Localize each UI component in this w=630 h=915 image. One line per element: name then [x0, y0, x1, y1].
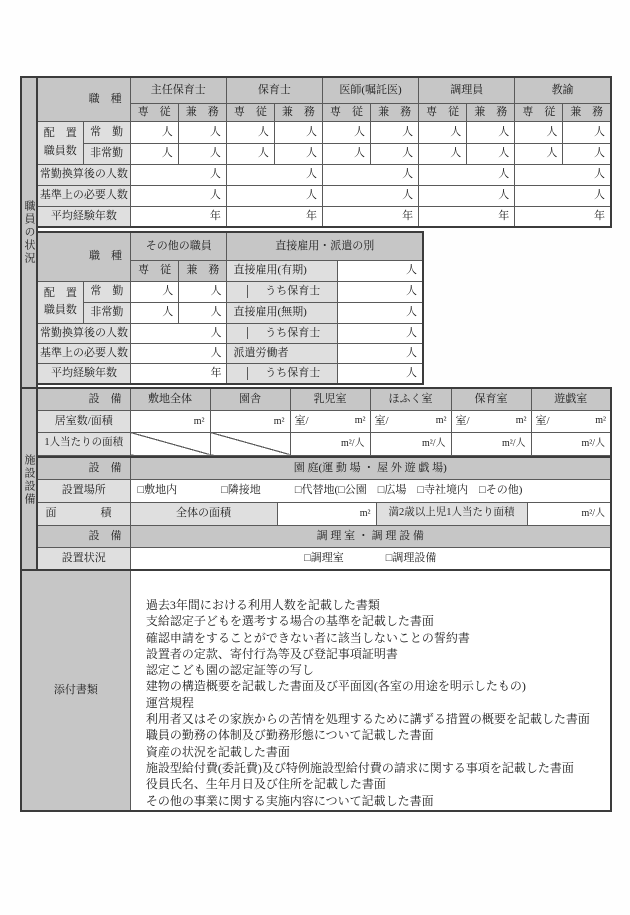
facility-column-header: ほふく室 [370, 388, 451, 410]
staff-count-cell: 人 [467, 121, 515, 143]
staff-count-cell: 人 [226, 143, 274, 164]
document-item: 職員の勤務の体制及び勤務形態について記載した書面 [145, 728, 434, 743]
staff-count-cell: 人 [130, 185, 226, 206]
staff-count-cell: 人 [130, 343, 227, 363]
total-area-cell: m² [277, 502, 376, 525]
total-area-label: 全体の面積 [130, 502, 277, 525]
staff-count-cell: 人 [515, 143, 563, 164]
equipment-header: 設 備 [37, 525, 130, 547]
staff-count-cell: 人 [419, 164, 515, 185]
row-label-fte: 常勤換算後の人数 [37, 164, 130, 185]
row-label-parttime: 非常勤 [83, 302, 130, 323]
document-item: 過去3年間における利用人数を記載した書類 [145, 598, 380, 612]
staff-count-cell: 人 [226, 164, 322, 185]
location-options-cell [130, 479, 611, 502]
facility-section-title: 施設設備 [23, 453, 35, 506]
document-item: 建物の構造概要を記載した書面及び平面図(各室の用途を明示したもの) [145, 679, 526, 694]
staff-count-cell: 人 [338, 260, 423, 281]
staff-count-cell: 人 [322, 164, 418, 185]
document-item: 認定こども園の認定証等の写し [145, 663, 314, 678]
checkbox-option-kitchen-room[interactable]: □調理室 [304, 551, 344, 564]
row-label-placement: 配 置 職員数 [37, 121, 83, 164]
job-name-header: 医師(嘱託医) [322, 77, 418, 103]
experience-years-cell: 年 [515, 206, 611, 227]
job-type-header: 職 種 [37, 77, 130, 121]
row-label-dispatched: 派遣労働者 [227, 343, 338, 363]
staff-count-cell: 人 [130, 143, 178, 164]
rooms-area-cell: 室/ m² [370, 410, 451, 432]
staff-count-cell: 人 [338, 343, 423, 363]
job-name-header: 教諭 [515, 77, 611, 103]
row-label-rooms-area: 居室数/面積 [37, 410, 130, 432]
staff-count-cell: 人 [274, 121, 322, 143]
document-item: 利用者又はその家族からの苦情を処理するために講ずる措置の概要を記載した書面 [145, 712, 590, 727]
staff-count-cell: 人 [515, 185, 611, 206]
document-item: 確認申請をすることができない者に該当しないことの誓約書 [145, 630, 470, 645]
rooms-area-cell: 室/ m² [451, 410, 531, 432]
rooms-area-cell: 室/ m² [290, 410, 370, 432]
row-label-fte: 常勤換算後の人数 [37, 323, 130, 343]
other-staff-table [36, 231, 424, 385]
staff-count-cell: 人 [226, 121, 274, 143]
concurrent-header: 兼 務 [274, 103, 322, 121]
job-name-header: 主任保育士 [130, 77, 226, 103]
row-label-status: 設置状況 [37, 547, 130, 570]
checkbox-option-kitchen-equipment[interactable]: □調理設備 [385, 551, 437, 564]
row-label-childcare-sub: うち保育士 [227, 281, 338, 302]
concurrent-header: 兼 務 [467, 103, 515, 121]
concurrent-header: 兼 務 [563, 103, 611, 121]
staff-count-cell: 人 [419, 121, 467, 143]
row-label-location: 設置場所 [37, 479, 130, 502]
staff-count-cell: 人 [419, 143, 467, 164]
checkbox-option-onsite[interactable]: □敷地内 [137, 484, 178, 497]
job-name-header: 保育士 [226, 77, 322, 103]
row-label-required: 基準上の必要人数 [37, 343, 130, 363]
row-label-placement: 配 置 職員数 [37, 281, 83, 323]
attached-documents-section [20, 569, 612, 812]
area-per-person-cell: m²/人 [531, 432, 611, 455]
equipment-header: 設 備 [37, 388, 130, 410]
experience-years-cell: 年 [419, 206, 515, 227]
staff-count-table [36, 76, 612, 228]
row-label-avg-years: 平均経験年数 [37, 206, 130, 227]
staff-count-cell: 人 [130, 281, 178, 302]
document-item: 支給認定子どもを選考する場合の基準を記載した書面 [145, 614, 434, 629]
staff-count-cell: 人 [419, 185, 515, 206]
staff-count-cell: 人 [338, 363, 423, 384]
staff-count-cell: 人 [515, 121, 563, 143]
staff-count-cell: 人 [130, 164, 226, 185]
concurrent-header: 兼 務 [371, 103, 419, 121]
row-label-fulltime: 常 勤 [83, 121, 130, 143]
row-label-avg-years: 平均経験年数 [37, 363, 130, 384]
row-label-area: 面 積 [37, 502, 130, 525]
document-item: 資産の状況を記載した書面 [145, 744, 290, 759]
staff-count-cell: 人 [178, 121, 226, 143]
row-label-childcare-sub: うち保育士 [227, 363, 338, 384]
facility-column-header: 園舎 [210, 388, 290, 410]
dedicated-header: 専 従 [322, 103, 370, 121]
staff-count-cell: 人 [178, 143, 226, 164]
dedicated-header: 専 従 [515, 103, 563, 121]
staff-count-cell: 人 [130, 121, 178, 143]
staff-count-cell: 人 [179, 281, 227, 302]
facility-garden-kitchen-table [36, 456, 612, 571]
staff-count-cell: 人 [274, 143, 322, 164]
document-item: 設置者の定款、寄付行為等及び登記事項証明書 [145, 646, 398, 661]
checkbox-option-alternative[interactable]: □代替地(□公園 □広場 □寺社境内 □その他) [294, 484, 523, 497]
not-applicable-cell [210, 432, 290, 455]
staff-count-cell: 人 [130, 302, 178, 323]
staff-count-cell: 人 [322, 143, 370, 164]
kitchen-section-title: 調 理 室 ・ 調 理 設 備 [130, 525, 611, 547]
experience-years-cell: 年 [322, 206, 418, 227]
dedicated-header: 専 従 [419, 103, 467, 121]
row-label-fixed-term: 直接雇用(有期) [227, 260, 338, 281]
document-item: 役員氏名、生年月日及び住所を記載した書面 [145, 777, 386, 792]
staff-count-cell: 人 [338, 281, 423, 302]
staff-count-cell: 人 [322, 121, 370, 143]
staff-section-title: 職員の状況 [23, 200, 35, 265]
experience-years-cell: 年 [130, 206, 226, 227]
facility-column-header: 遊戯室 [531, 388, 611, 410]
staff-count-cell: 人 [338, 323, 423, 343]
staff-count-cell: 人 [563, 143, 611, 164]
indent-line [227, 367, 248, 380]
indent-line [227, 327, 248, 340]
kitchen-status-cell [130, 547, 611, 570]
area-per-child-cell: m²/人 [527, 502, 611, 525]
staff-count-cell: 人 [515, 164, 611, 185]
staff-count-cell: 人 [371, 143, 419, 164]
dedicated-header: 専 従 [226, 103, 274, 121]
row-label-permanent: 直接雇用(無期) [227, 302, 338, 323]
staff-count-cell: 人 [563, 121, 611, 143]
attached-documents-list [130, 570, 611, 811]
facility-column-header: 敷地全体 [130, 388, 210, 410]
staff-count-cell: 人 [371, 121, 419, 143]
checkbox-option-adjacent[interactable]: □隣接地 [221, 484, 261, 497]
facility-rooms-table [36, 387, 612, 456]
staff-count-cell: 人 [130, 323, 227, 343]
document-item: その他の事業に関する実施内容について記載した書面 [145, 793, 434, 808]
row-label-fulltime: 常 勤 [83, 281, 130, 302]
document-item: 施設型給付費(委託費)及び特例施設型給付費の請求に関する事項を記載した書面 [145, 760, 574, 775]
document-item: 運営規程 [145, 695, 194, 710]
row-label-required: 基準上の必要人数 [37, 185, 130, 206]
area-cell: m² [210, 410, 290, 432]
staff-count-cell: 人 [467, 143, 515, 164]
facility-column-header: 乳児室 [290, 388, 370, 410]
area-per-person-cell: m²/人 [290, 432, 370, 455]
garden-section-title: 園 庭(運 動 場 ・ 屋 外 遊 戯 場) [130, 457, 611, 479]
row-label-area-per-person: 1人当たりの面積 [37, 432, 130, 455]
indent-line [227, 285, 248, 298]
concurrent-header: 兼 務 [179, 260, 227, 281]
other-staff-header: その他の職員 [130, 232, 227, 260]
experience-years-cell: 年 [226, 206, 322, 227]
attached-documents-label: 添付書類 [21, 570, 130, 811]
employment-type-header: 直接雇用・派遣の別 [227, 232, 423, 260]
dedicated-header: 専 従 [130, 260, 178, 281]
area-per-person-cell: m²/人 [370, 432, 451, 455]
rooms-area-cell: 室/ m² [531, 410, 611, 432]
dedicated-header: 専 従 [130, 103, 178, 121]
experience-years-cell: 年 [130, 363, 227, 384]
job-type-header: 職 種 [37, 232, 130, 281]
equipment-header: 設 備 [37, 457, 130, 479]
staff-count-cell: 人 [226, 185, 322, 206]
row-label-childcare-sub: うち保育士 [227, 323, 338, 343]
staff-count-cell: 人 [322, 185, 418, 206]
area-per-child-label: 満2歳以上児1人当たり面積 [376, 502, 527, 525]
row-label-parttime: 非常勤 [83, 143, 130, 164]
job-name-header: 調理員 [419, 77, 515, 103]
facility-column-header: 保育室 [451, 388, 531, 410]
area-per-person-cell: m²/人 [451, 432, 531, 455]
staff-count-cell: 人 [338, 302, 423, 323]
staff-count-cell: 人 [179, 302, 227, 323]
area-cell: m² [130, 410, 210, 432]
not-applicable-cell [130, 432, 210, 455]
concurrent-header: 兼 務 [178, 103, 226, 121]
